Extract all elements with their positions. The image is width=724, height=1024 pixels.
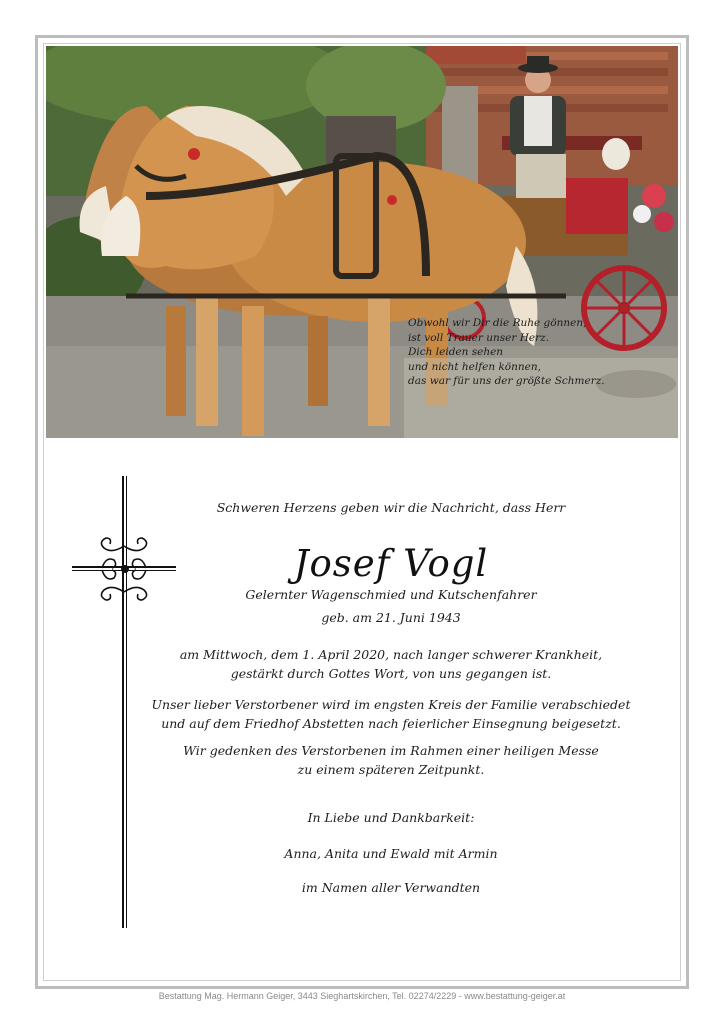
family-names: Anna, Anita und Ewald mit Armin xyxy=(284,846,498,861)
text-line: und auf dem Friedhof Abstetten nach feierlicher Einsegnung beigesetzt. xyxy=(161,716,621,731)
poem-line: das war für uns der größte Schmerz. xyxy=(408,375,605,388)
relatives-text: im Namen aller Verwandten xyxy=(301,880,481,895)
death-paragraph xyxy=(120,645,662,683)
birth-date: geb. am 21. Juni 1943 xyxy=(321,610,461,625)
text-line: Unser lieber Verstorbener wird im engsten Kreis der Familie verabschiedet xyxy=(151,697,631,712)
mass-paragraph xyxy=(120,741,662,779)
funeral-paragraph xyxy=(120,695,662,733)
poem xyxy=(408,316,630,389)
poem-line: Dich leiden sehen xyxy=(408,346,504,359)
text-line: zu einem späteren Zeitpunkt. xyxy=(297,762,485,777)
footer-imprint: Bestattung Mag. Hermann Geiger, 3443 Sieghartskirchen, Tel. 02274/2229 - www.bestattung-geiger.at xyxy=(158,991,566,1001)
poem-line: ist voll Trauer unser Herz. xyxy=(408,331,549,344)
poem-line: und nicht helfen können, xyxy=(408,360,541,373)
deceased-name: Josef Vogl xyxy=(293,542,489,585)
poem-line: Obwohl wir Dir die Ruhe gönnen, xyxy=(408,317,587,329)
intro-text: Schweren Herzens geben wir die Nachricht, dass Herr xyxy=(216,500,566,515)
text-line: Wir gedenken des Verstorbenen im Rahmen einer heiligen Messe xyxy=(183,743,599,758)
occupation-text: Gelernter Wagenschmied und Kutschenfahrer xyxy=(245,587,537,602)
text-line: am Mittwoch, dem 1. April 2020, nach langer schwerer Krankheit, xyxy=(179,647,603,662)
closing-text: In Liebe und Dankbarkeit: xyxy=(307,810,475,825)
text-line: gestärkt durch Gottes Wort, von uns gegangen ist. xyxy=(230,666,552,681)
